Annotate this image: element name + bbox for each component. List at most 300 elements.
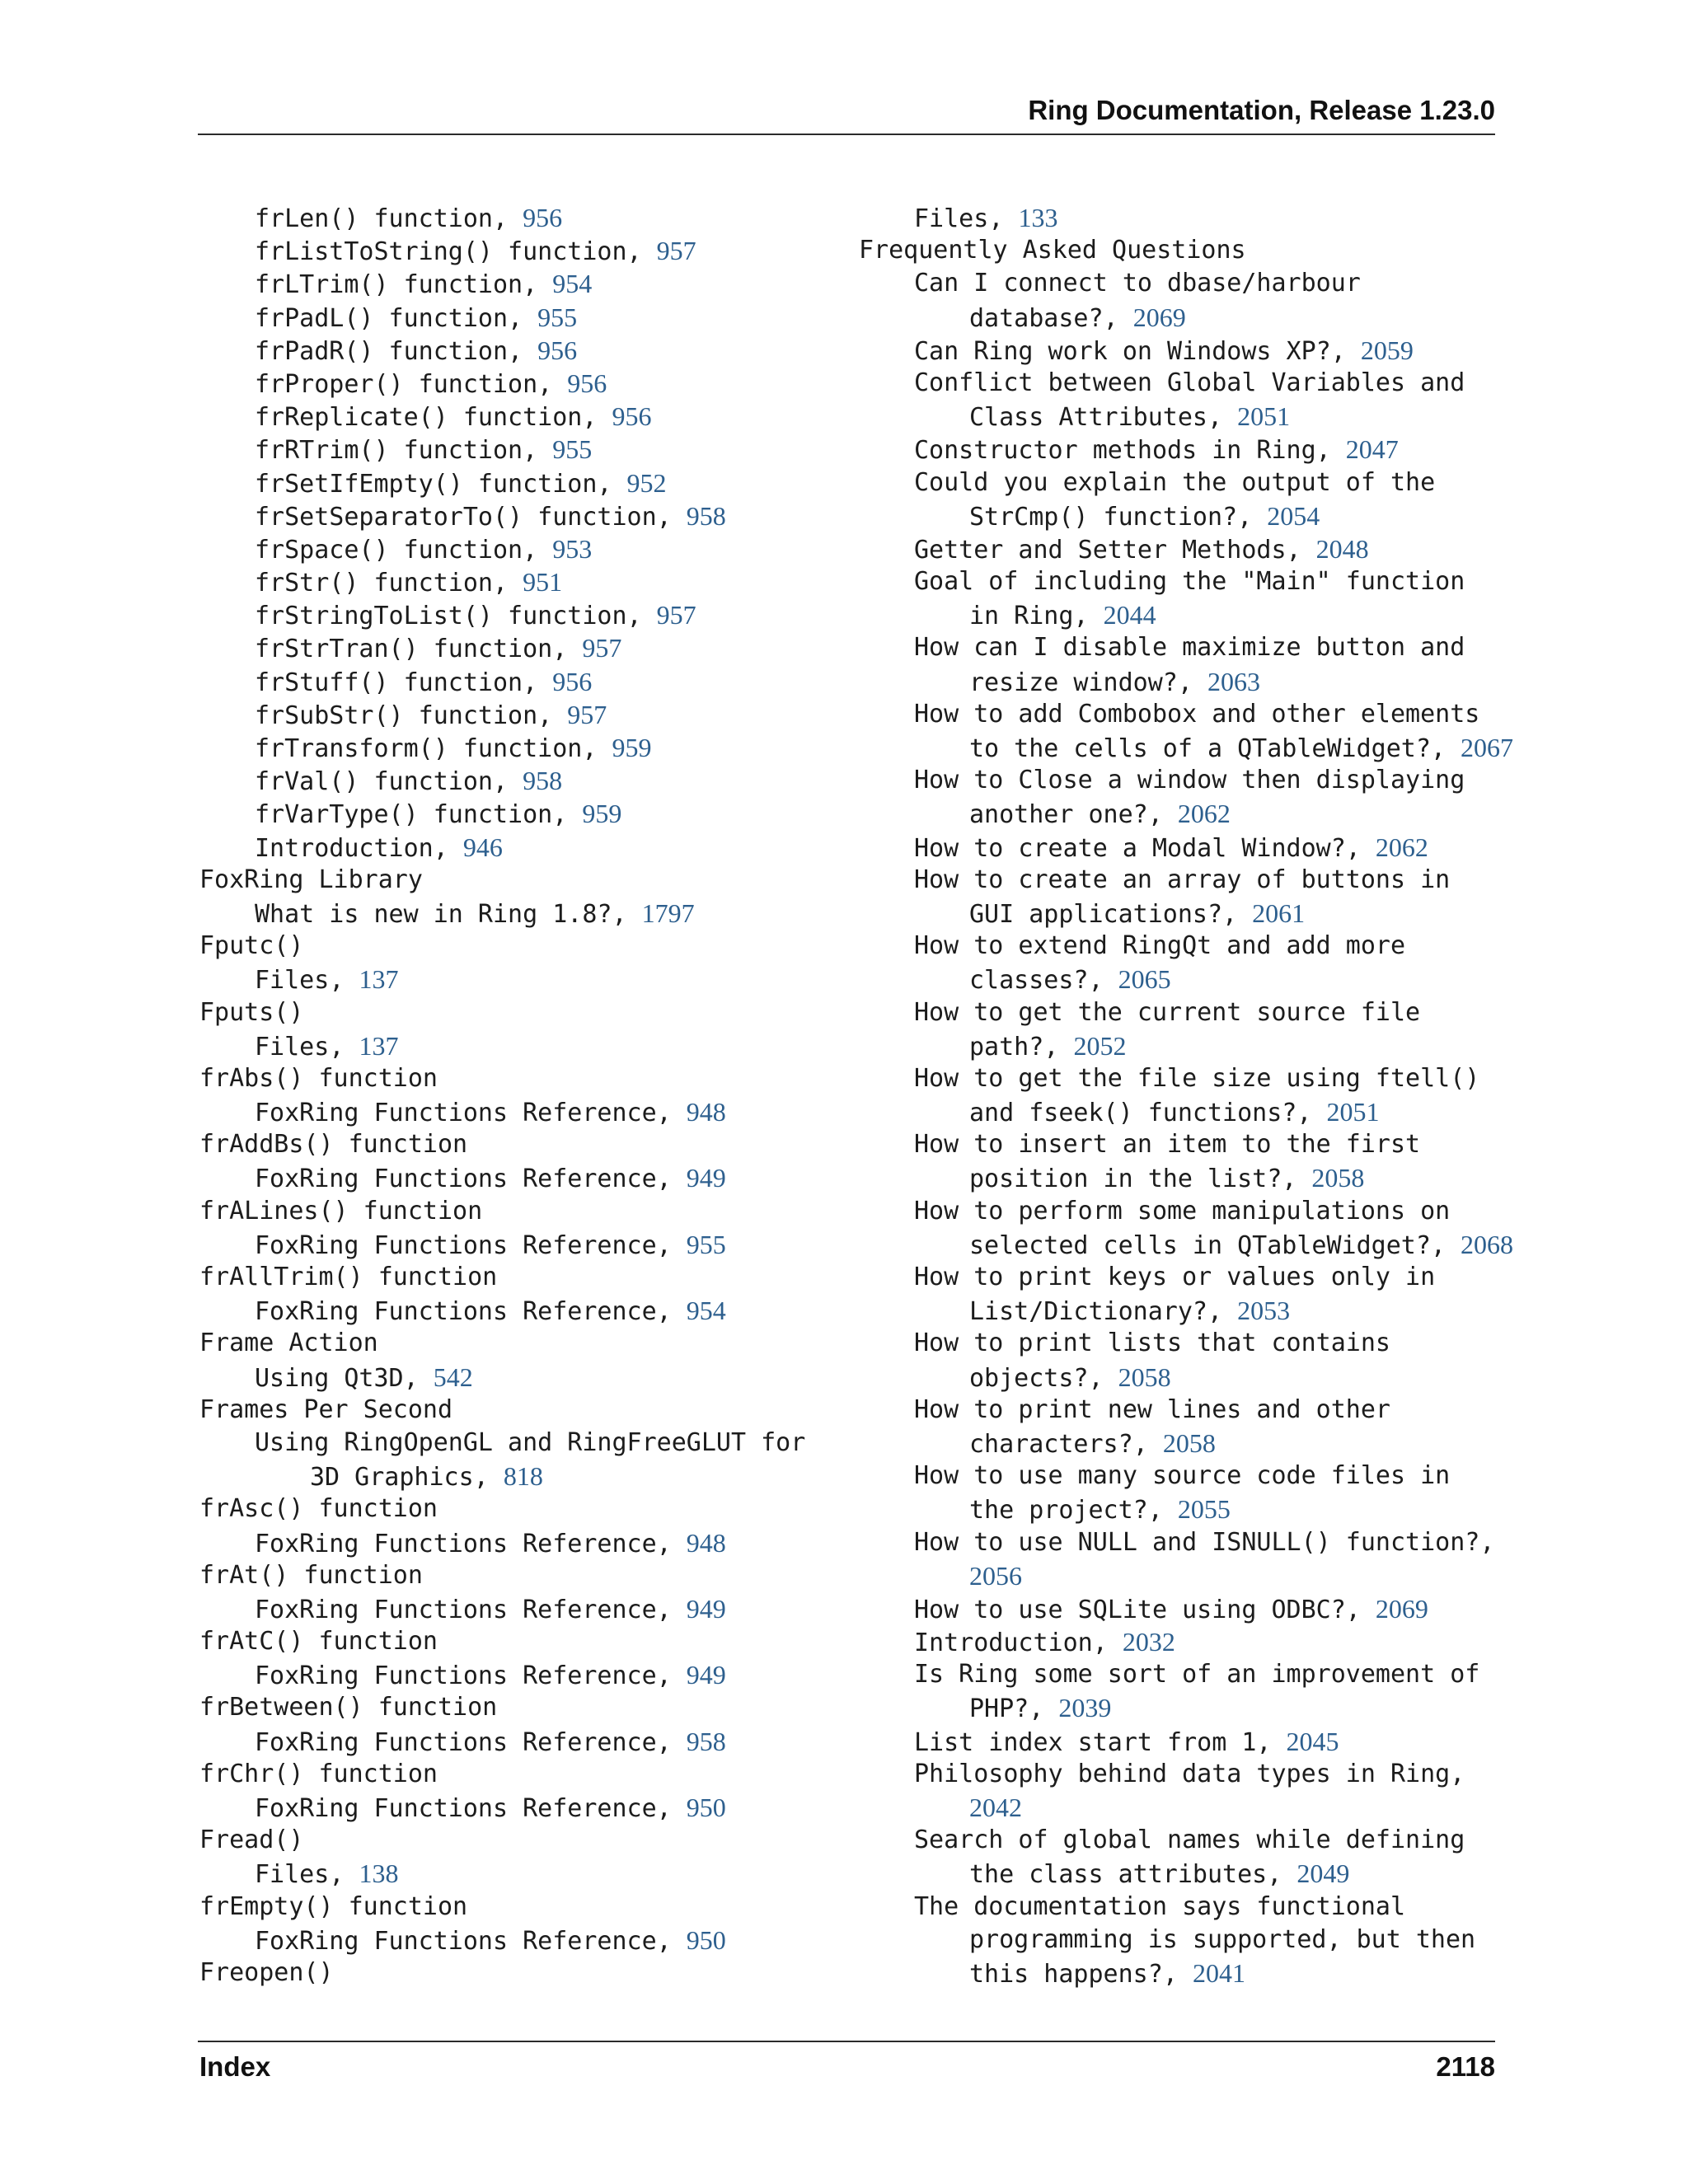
entry-text: Constructor methods in Ring	[914, 436, 1316, 466]
index-subentry	[199, 367, 842, 400]
entry-text: frSetIfEmpty() function	[255, 469, 598, 499]
page-header	[198, 92, 1495, 135]
page-link[interactable]: 957	[656, 236, 696, 266]
index-subentry	[859, 831, 1502, 864]
index-subentry	[199, 466, 842, 499]
page-link[interactable]: 2069	[1132, 302, 1186, 332]
index-continuation	[859, 1029, 1502, 1062]
entry-separator: ,	[523, 436, 553, 466]
index-column-right	[859, 201, 1514, 1990]
index-subentry	[859, 864, 1502, 897]
index-subentry	[199, 1361, 842, 1394]
page-footer	[198, 2041, 1495, 2082]
entry-text: classes?	[969, 966, 1089, 996]
entry-separator: ,	[1237, 502, 1268, 532]
index-entry	[199, 1625, 842, 1658]
entry-text: How to Close a window then displaying	[914, 766, 1465, 795]
index-subentry	[199, 1228, 842, 1261]
index-entry	[199, 996, 842, 1029]
entry-text: Introduction	[914, 1629, 1093, 1658]
entry-separator: ,	[403, 1363, 434, 1393]
entry-text: Could you explain the output of the	[914, 467, 1436, 497]
page-link[interactable]: 955	[686, 1229, 726, 1259]
entry-text: this happens?	[969, 1959, 1163, 1989]
page-link[interactable]: 2062	[1375, 832, 1428, 862]
entry-text: position in the list?	[969, 1165, 1282, 1194]
index-continuation	[859, 598, 1502, 631]
entry-separator: ,	[1147, 800, 1178, 830]
entry-text: FoxRing Functions Reference	[255, 1595, 657, 1624]
page-link[interactable]: 133	[1018, 203, 1058, 232]
page-link[interactable]: 2032	[1122, 1627, 1175, 1657]
entry-separator: ,	[582, 734, 612, 763]
index-subentry	[859, 1725, 1502, 1758]
index-subentry	[199, 598, 842, 631]
entry-text: resize window?	[969, 668, 1178, 697]
index-entry	[199, 1957, 842, 1990]
page-link[interactable]: 955	[537, 302, 578, 332]
page-link[interactable]: 2058	[1118, 1361, 1171, 1392]
entry-text: frProper() function	[255, 369, 538, 399]
entry-separator: ,	[537, 701, 568, 730]
entry-text: frTransform() function	[255, 734, 583, 763]
page-link[interactable]: 2049	[1296, 1858, 1350, 1889]
page-link[interactable]: 542	[433, 1361, 473, 1392]
entry-text: Frequently Asked Questions	[859, 236, 1246, 265]
page-link[interactable]: 2045	[1286, 1726, 1339, 1756]
page-link[interactable]: 2053	[1237, 1296, 1291, 1326]
entry-text: frBetween() function	[199, 1693, 498, 1722]
entry-separator: ,	[1207, 403, 1238, 433]
page-link[interactable]: 2055	[1177, 1494, 1231, 1525]
index-entry	[199, 1691, 842, 1724]
entry-text: Files	[255, 966, 330, 996]
page-link[interactable]: 2056	[969, 1560, 1022, 1591]
index-continuation	[859, 665, 1502, 698]
entry-separator: ,	[1286, 535, 1316, 565]
entry-separator: ,	[656, 1165, 687, 1194]
entry-text: frStringToList() function	[255, 602, 627, 631]
entry-separator: ,	[1088, 1363, 1118, 1393]
entry-text: frAbs() function	[199, 1063, 438, 1093]
entry-separator: ,	[433, 833, 463, 863]
entry-separator: ,	[1162, 1959, 1193, 1989]
index-subentry	[859, 532, 1502, 565]
entry-separator: ,	[1177, 668, 1207, 697]
entry-text: GUI applications?	[969, 899, 1223, 929]
index-entry	[199, 1128, 842, 1161]
entry-text: Can I connect to dbase/harbour	[914, 269, 1361, 298]
entry-separator: ,	[656, 502, 687, 532]
entry-text: and fseek() functions?	[969, 1099, 1297, 1128]
page-link[interactable]: 956	[612, 401, 652, 432]
index-subentry	[859, 631, 1502, 664]
entry-text: frStr() function	[255, 569, 493, 598]
page-link[interactable]: 2067	[1461, 733, 1514, 762]
index-continuation	[859, 1559, 1502, 1592]
page-link[interactable]: 952	[626, 467, 667, 498]
entry-text: Using RingOpenGL and RingFreeGLUT for	[255, 1427, 806, 1457]
index-subentry	[859, 1824, 1502, 1857]
page-link[interactable]: 954	[552, 269, 593, 299]
entry-text: Files	[914, 204, 989, 233]
page-link[interactable]: 958	[686, 500, 726, 531]
index-subentry	[859, 1625, 1502, 1658]
index-subentry	[859, 367, 1502, 400]
page-link[interactable]: 2068	[1461, 1229, 1514, 1259]
page-link[interactable]: 957	[656, 600, 696, 630]
entry-text: frAtC() function	[199, 1627, 438, 1657]
entry-separator: ,	[626, 602, 657, 631]
entry-text: How to print keys or values only in	[914, 1263, 1436, 1291]
page-link[interactable]: 2065	[1118, 964, 1171, 995]
index-entry	[199, 1824, 842, 1857]
entry-separator: ,	[656, 1794, 687, 1823]
page-link[interactable]: 956	[567, 368, 607, 398]
entry-text: FoxRing Functions Reference	[255, 1165, 657, 1194]
index-subentry	[199, 1294, 842, 1327]
index-subentry	[199, 1725, 842, 1758]
page-link[interactable]: 948	[686, 1097, 726, 1127]
entry-text: How to get the current source file	[914, 997, 1421, 1027]
entry-separator: ,	[1315, 436, 1346, 466]
index-subentry	[199, 532, 842, 565]
entry-separator: ,	[523, 270, 553, 300]
entry-text: Getter and Setter Methods	[914, 535, 1287, 565]
page-link[interactable]: 2063	[1207, 666, 1260, 696]
entry-text: How to create a Modal Window?	[914, 833, 1346, 863]
entry-separator: ,	[492, 569, 523, 598]
entry-text: frListToString() function	[255, 237, 627, 267]
entry-text: How to perform some manipulations on	[914, 1196, 1451, 1226]
entry-text: Frame Action	[199, 1329, 378, 1358]
index-subentry	[859, 1195, 1502, 1228]
page-link[interactable]: 2047	[1345, 434, 1399, 465]
page-link[interactable]: 956	[523, 203, 563, 232]
index-subentry	[199, 433, 842, 466]
entry-text: How to use SQLite using ODBC?	[914, 1595, 1346, 1624]
entry-text: Files	[255, 1860, 330, 1890]
index-subentry	[859, 1658, 1502, 1691]
index-entry	[199, 1327, 842, 1360]
entry-separator: ,	[1430, 1230, 1461, 1260]
index-subentry	[859, 764, 1502, 797]
index-continuation	[859, 797, 1502, 830]
entry-text: How to extend RingQt and add more	[914, 931, 1406, 961]
page-link[interactable]: 138	[359, 1858, 399, 1889]
page-link[interactable]: 959	[612, 733, 652, 762]
index-entry	[199, 930, 842, 963]
entry-separator: ,	[329, 1032, 359, 1062]
entry-text: selected cells in QTableWidget?	[969, 1230, 1431, 1260]
page-link[interactable]: 1797	[641, 898, 695, 928]
entry-separator: ,	[473, 1463, 504, 1493]
page-link[interactable]: 2048	[1315, 533, 1369, 564]
entry-text: How to get the file size using ftell()	[914, 1063, 1480, 1093]
entry-text: frReplicate() function	[255, 403, 583, 433]
entry-separator: ,	[597, 469, 627, 499]
entry-separator: ,	[329, 966, 359, 996]
page-link[interactable]: 950	[686, 1924, 726, 1955]
entry-text: database?	[969, 303, 1104, 333]
entry-text: Search of global names while defining	[914, 1825, 1465, 1855]
index-subentry	[199, 301, 842, 334]
entry-text: frAllTrim() function	[199, 1263, 498, 1291]
entry-text: frStrTran() function	[255, 635, 553, 664]
index-continuation	[859, 499, 1502, 532]
index-subentry	[859, 201, 1502, 234]
entry-text: Fputc()	[199, 931, 304, 961]
index-subentry	[859, 1758, 1502, 1791]
index-subentry	[199, 201, 842, 234]
entry-separator: ,	[537, 369, 568, 399]
entry-text: the project?	[969, 1496, 1148, 1526]
entry-separator: ,	[523, 668, 553, 697]
entry-text: StrCmp() function?	[969, 502, 1238, 532]
entry-text: FoxRing Functions Reference	[255, 1661, 657, 1691]
index-continuation	[859, 1493, 1502, 1526]
index-continuation	[859, 1161, 1502, 1194]
entry-separator: ,	[1430, 734, 1461, 763]
index-continuation	[199, 1460, 842, 1493]
index-continuation	[859, 1294, 1502, 1327]
index-subentry	[859, 267, 1502, 300]
entry-text: frVarType() function	[255, 800, 553, 830]
page-link[interactable]: 958	[686, 1726, 726, 1756]
entry-text: frSpace() function	[255, 535, 523, 565]
index-entry	[199, 1493, 842, 1526]
entry-text: the class attributes	[969, 1860, 1268, 1890]
page-link[interactable]: 2061	[1252, 898, 1306, 928]
entry-separator: ,	[988, 204, 1019, 233]
index-subentry	[859, 466, 1502, 499]
entry-text: Frames Per Second	[199, 1394, 453, 1424]
index-subentry	[859, 433, 1502, 466]
page-number: 2118	[1436, 2051, 1495, 2082]
entry-text: FoxRing Functions Reference	[255, 1529, 657, 1558]
entry-text: How to print lists that contains	[914, 1329, 1390, 1358]
index-subentry	[199, 963, 842, 996]
index-continuation	[859, 1361, 1502, 1394]
index-continuation	[859, 897, 1502, 930]
page-link[interactable]: 953	[552, 533, 593, 564]
index-subentry	[199, 1427, 842, 1460]
entry-separator: ,	[1147, 1496, 1178, 1526]
index-subentry	[199, 267, 842, 300]
document-title: Ring Documentation, Release 1.23.0	[1028, 95, 1495, 125]
index-subentry	[199, 764, 842, 797]
page-link[interactable]: 2052	[1073, 1030, 1127, 1061]
page-link[interactable]: 951	[523, 567, 563, 598]
page-link[interactable]: 954	[686, 1296, 726, 1326]
index-continuation	[859, 1957, 1502, 1990]
index-subentry	[859, 930, 1502, 963]
entry-text: frEmpty() function	[199, 1891, 468, 1921]
index-continuation	[859, 1857, 1502, 1890]
entry-text: frALines() function	[199, 1196, 483, 1226]
page-link[interactable]: 2069	[1375, 1593, 1428, 1624]
page-link[interactable]: 2041	[1192, 1957, 1245, 1988]
page-link[interactable]: 957	[582, 633, 622, 663]
entry-text: The documentation says functional	[914, 1891, 1406, 1921]
index-subentry	[199, 897, 842, 930]
entry-separator: ,	[626, 237, 657, 267]
page-link[interactable]: 950	[686, 1793, 726, 1822]
entry-text: Can Ring work on Windows XP?	[914, 336, 1331, 366]
index-subentry	[199, 499, 842, 532]
index-subentry	[859, 1592, 1502, 1625]
entry-separator: ,	[656, 1661, 687, 1691]
entry-separator: ,	[329, 1860, 359, 1890]
entry-text: How to create an array of buttons in	[914, 865, 1451, 894]
entry-separator: ,	[552, 800, 583, 830]
entry-text: frAsc() function	[199, 1494, 438, 1524]
entry-text: What is new in Ring 1.8?	[255, 899, 612, 929]
entry-separator: ,	[1345, 833, 1376, 863]
entry-text: 3D Graphics	[310, 1463, 474, 1493]
page-link[interactable]: 2054	[1267, 500, 1320, 531]
page-link[interactable]: 2059	[1360, 335, 1414, 365]
page-link[interactable]: 956	[537, 335, 578, 365]
index-continuation	[859, 963, 1502, 996]
page-link[interactable]: 2039	[1058, 1693, 1112, 1723]
page-link[interactable]: 137	[359, 964, 399, 995]
index-subentry	[199, 565, 842, 598]
index-subentry	[199, 1095, 842, 1128]
page-link[interactable]: 2058	[1311, 1163, 1365, 1193]
index-subentry	[859, 1460, 1502, 1493]
page-link[interactable]: 2044	[1103, 600, 1156, 630]
entry-separator: ,	[508, 336, 538, 366]
index-subentry	[199, 1029, 842, 1062]
entry-text: Introduction	[255, 833, 434, 863]
entry-text: List index start from 1	[914, 1727, 1257, 1757]
entry-separator: ,	[656, 1230, 687, 1260]
entry-text: frPadL() function	[255, 303, 509, 333]
page-link[interactable]: 958	[523, 766, 563, 796]
index-entry	[199, 1062, 842, 1095]
index-continuation	[859, 1691, 1502, 1724]
entry-text: How to print new lines and other	[914, 1394, 1390, 1424]
entry-separator: ,	[1103, 303, 1133, 333]
page-link[interactable]: 2062	[1177, 799, 1231, 829]
entry-text: Class Attributes	[969, 403, 1207, 433]
entry-separator: ,	[656, 1926, 687, 1956]
index-continuation	[859, 1228, 1514, 1261]
page-link[interactable]: 956	[552, 666, 593, 696]
index-subentry	[859, 1394, 1502, 1427]
index-subentry	[199, 731, 842, 764]
index-entry	[859, 234, 1502, 267]
entry-text: FoxRing Functions Reference	[255, 1727, 657, 1757]
entry-separator: ,	[656, 1727, 687, 1757]
index-subentry	[199, 698, 842, 731]
page-link[interactable]: 946	[462, 832, 503, 862]
entry-separator: ,	[656, 1297, 687, 1327]
entry-separator: ,	[582, 403, 612, 433]
entry-text: in Ring	[969, 602, 1074, 631]
index-subentry	[199, 400, 842, 433]
entry-text: How to add Combobox and other elements	[914, 699, 1480, 729]
entry-text: FoxRing Functions Reference	[255, 1230, 657, 1260]
index-subentry	[199, 665, 842, 698]
entry-text: How to use many source code files in	[914, 1461, 1451, 1491]
index-subentry	[859, 1526, 1502, 1559]
entry-text: frChr() function	[199, 1759, 438, 1788]
entry-text: frRTrim() function	[255, 436, 523, 466]
index-subentry	[199, 1924, 842, 1957]
index-continuation	[859, 1791, 1502, 1824]
section-name: Index	[199, 2051, 271, 2082]
entry-separator: ,	[1029, 1694, 1059, 1724]
entry-separator: ,	[656, 1099, 687, 1128]
page-link[interactable]: 137	[359, 1030, 399, 1061]
page-link[interactable]: 2051	[1326, 1097, 1380, 1127]
entry-text: frPadR() function	[255, 336, 509, 366]
entry-separator: ,	[1073, 602, 1104, 631]
entry-separator: ,	[1222, 899, 1253, 929]
page-link[interactable]: 959	[582, 799, 622, 829]
index-continuation	[859, 400, 1502, 433]
entry-text: frLTrim() function	[255, 270, 523, 300]
index-continuation	[859, 1924, 1502, 1957]
page-link[interactable]: 949	[686, 1593, 726, 1624]
page-link[interactable]: 818	[503, 1461, 543, 1492]
entry-text: Freopen()	[199, 1957, 334, 1987]
index-entry	[199, 864, 842, 897]
entry-text: frSubStr() function	[255, 701, 538, 730]
entry-text: frStuff() function	[255, 668, 523, 697]
page-link[interactable]: 949	[686, 1163, 726, 1193]
entry-text: frSetSeparatorTo() function	[255, 502, 657, 532]
entry-text: Is Ring some sort of an improvement of	[914, 1660, 1480, 1690]
index-subentry	[859, 334, 1502, 367]
entry-separator: ,	[1132, 1429, 1163, 1459]
entry-separator: ,	[656, 1529, 687, 1558]
index-subentry	[859, 996, 1502, 1029]
page-link[interactable]: 948	[686, 1527, 726, 1558]
page-link[interactable]: 949	[686, 1660, 726, 1690]
index-entry	[199, 1758, 842, 1791]
index-entry	[199, 1261, 842, 1294]
entry-text: Fread()	[199, 1825, 304, 1855]
entry-text: programming is supported, but then	[969, 1924, 1476, 1954]
index-entry	[199, 1891, 842, 1924]
index-subentry	[859, 565, 1502, 598]
entry-separator: ,	[1207, 1297, 1238, 1327]
entry-separator: ,	[552, 635, 583, 664]
entry-text: FoxRing Functions Reference	[255, 1926, 657, 1956]
entry-separator: ,	[508, 303, 538, 333]
page-link[interactable]: 2042	[969, 1793, 1022, 1822]
entry-text: frAddBs() function	[199, 1130, 468, 1160]
entry-separator: ,	[1043, 1032, 1074, 1062]
index-subentry	[859, 1062, 1502, 1095]
index-continuation	[859, 1095, 1502, 1128]
entry-separator: ,	[492, 767, 523, 797]
page-link[interactable]: 955	[552, 434, 593, 465]
index-continuation	[859, 731, 1514, 764]
entry-separator: ,	[523, 535, 553, 565]
page-link[interactable]: 2051	[1237, 401, 1291, 432]
index-entry	[199, 1559, 842, 1592]
entry-text: FoxRing Library	[199, 865, 423, 894]
index-subentry	[859, 1128, 1502, 1161]
entry-text: How can I disable maximize button and	[914, 633, 1465, 663]
page-link[interactable]: 2058	[1162, 1427, 1216, 1458]
page-link[interactable]: 957	[567, 699, 607, 729]
index-subentry	[199, 234, 842, 267]
